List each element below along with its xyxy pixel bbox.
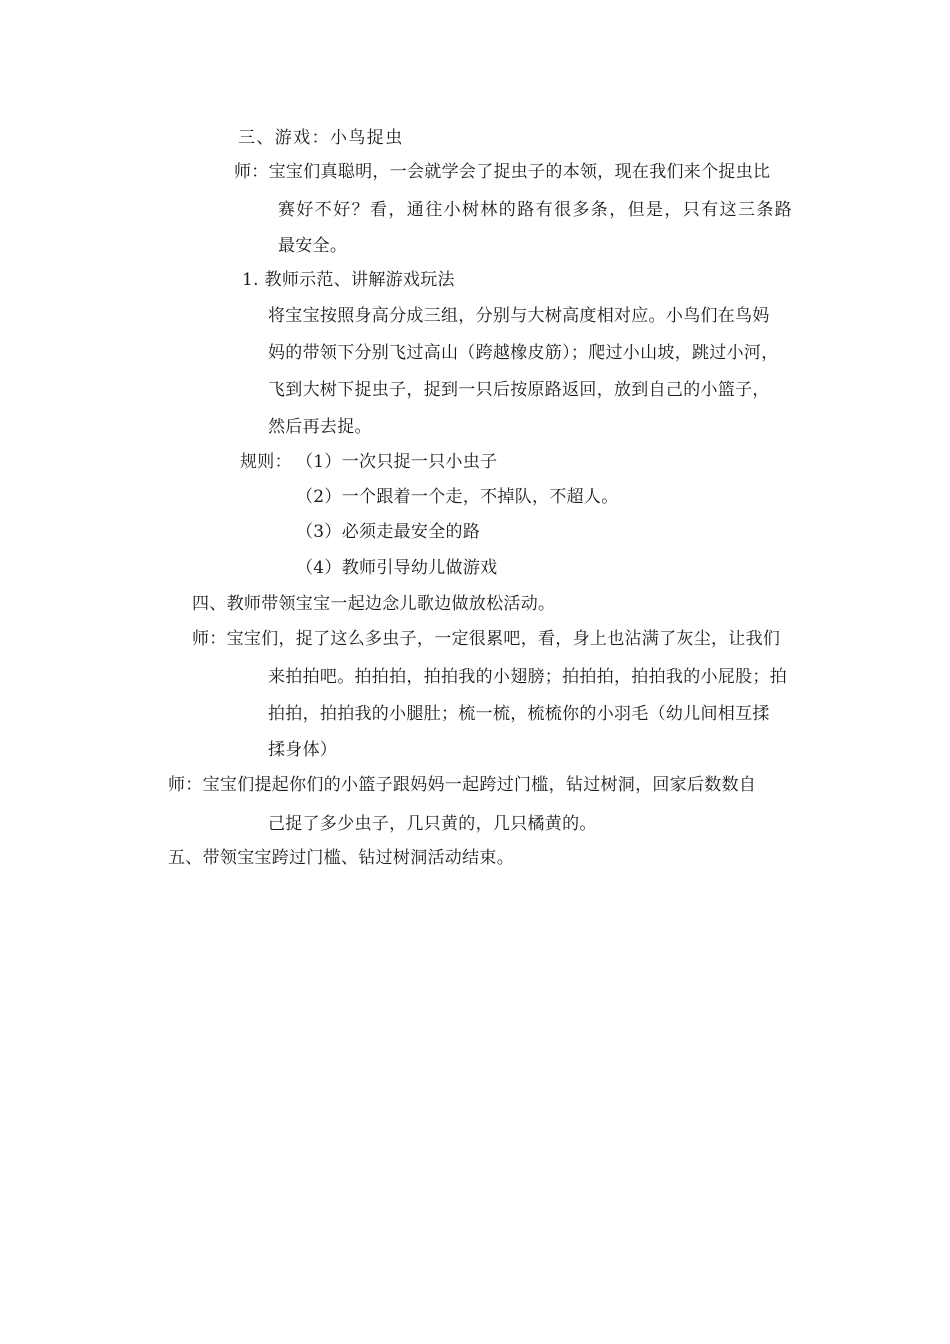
section-3-teacher-line-3: 最安全。 xyxy=(278,236,348,256)
section-3-teacher-line-2: 赛好不好？看，通往小树林的路有很多条，但是，只有这三条路 xyxy=(278,200,794,220)
rule-4: （4）教师引导幼儿做游戏 xyxy=(296,558,498,578)
section-5-heading: 五、带领宝宝跨过门槛、钻过树洞活动结束。 xyxy=(168,848,514,868)
section-4-teacher2-line-1: 师：宝宝们提起你们的小篮子跟妈妈一起跨过门槛，钻过树洞，回家后数数自 xyxy=(168,775,757,795)
rules-label: 规则： xyxy=(240,452,292,472)
step-1-title: 1. 教师示范、讲解游戏玩法 xyxy=(242,270,455,290)
section-4-teacher-line-4: 揉身体） xyxy=(268,740,338,760)
rule-3: （3）必须走最安全的路 xyxy=(296,522,481,542)
section-3-heading: 三、游戏：小鸟捉虫 xyxy=(238,128,404,148)
step-1-line-4: 然后再去捉。 xyxy=(268,417,372,437)
rule-2: （2）一个跟着一个走，不掉队，不超人。 xyxy=(296,487,619,507)
rule-1: （1）一次只捉一只小虫子 xyxy=(296,452,498,472)
step-1-line-3: 飞到大树下捉虫子，捉到一只后按原路返回，放到自己的小篮子， xyxy=(268,380,770,400)
section-4-teacher-line-3: 拍拍，拍拍我的小腿肚；梳一梳，梳梳你的小羽毛（幼儿间相互揉 xyxy=(268,704,770,724)
section-4-heading: 四、教师带领宝宝一起边念儿歌边做放松活动。 xyxy=(192,594,556,614)
section-4-teacher-line-2: 来拍拍吧。拍拍拍，拍拍我的小翅膀；拍拍拍，拍拍我的小屁股；拍 xyxy=(268,667,787,687)
section-4-teacher-line-1: 师：宝宝们，捉了这么多虫子，一定很累吧，看，身上也沾满了灰尘，让我们 xyxy=(192,629,781,649)
section-3-teacher-line-1: 师：宝宝们真聪明，一会就学会了捉虫子的本领，现在我们来个捉虫比 xyxy=(234,162,771,182)
section-4-teacher2-line-2: 己捉了多少虫子，几只黄的，几只橘黄的。 xyxy=(268,814,597,834)
step-1-line-2: 妈的带领下分别飞过高山（跨越橡皮筋）；爬过小山坡，跳过小河， xyxy=(268,343,779,363)
step-1-line-1: 将宝宝按照身高分成三组，分别与大树高度相对应。小鸟们在鸟妈 xyxy=(268,306,770,326)
